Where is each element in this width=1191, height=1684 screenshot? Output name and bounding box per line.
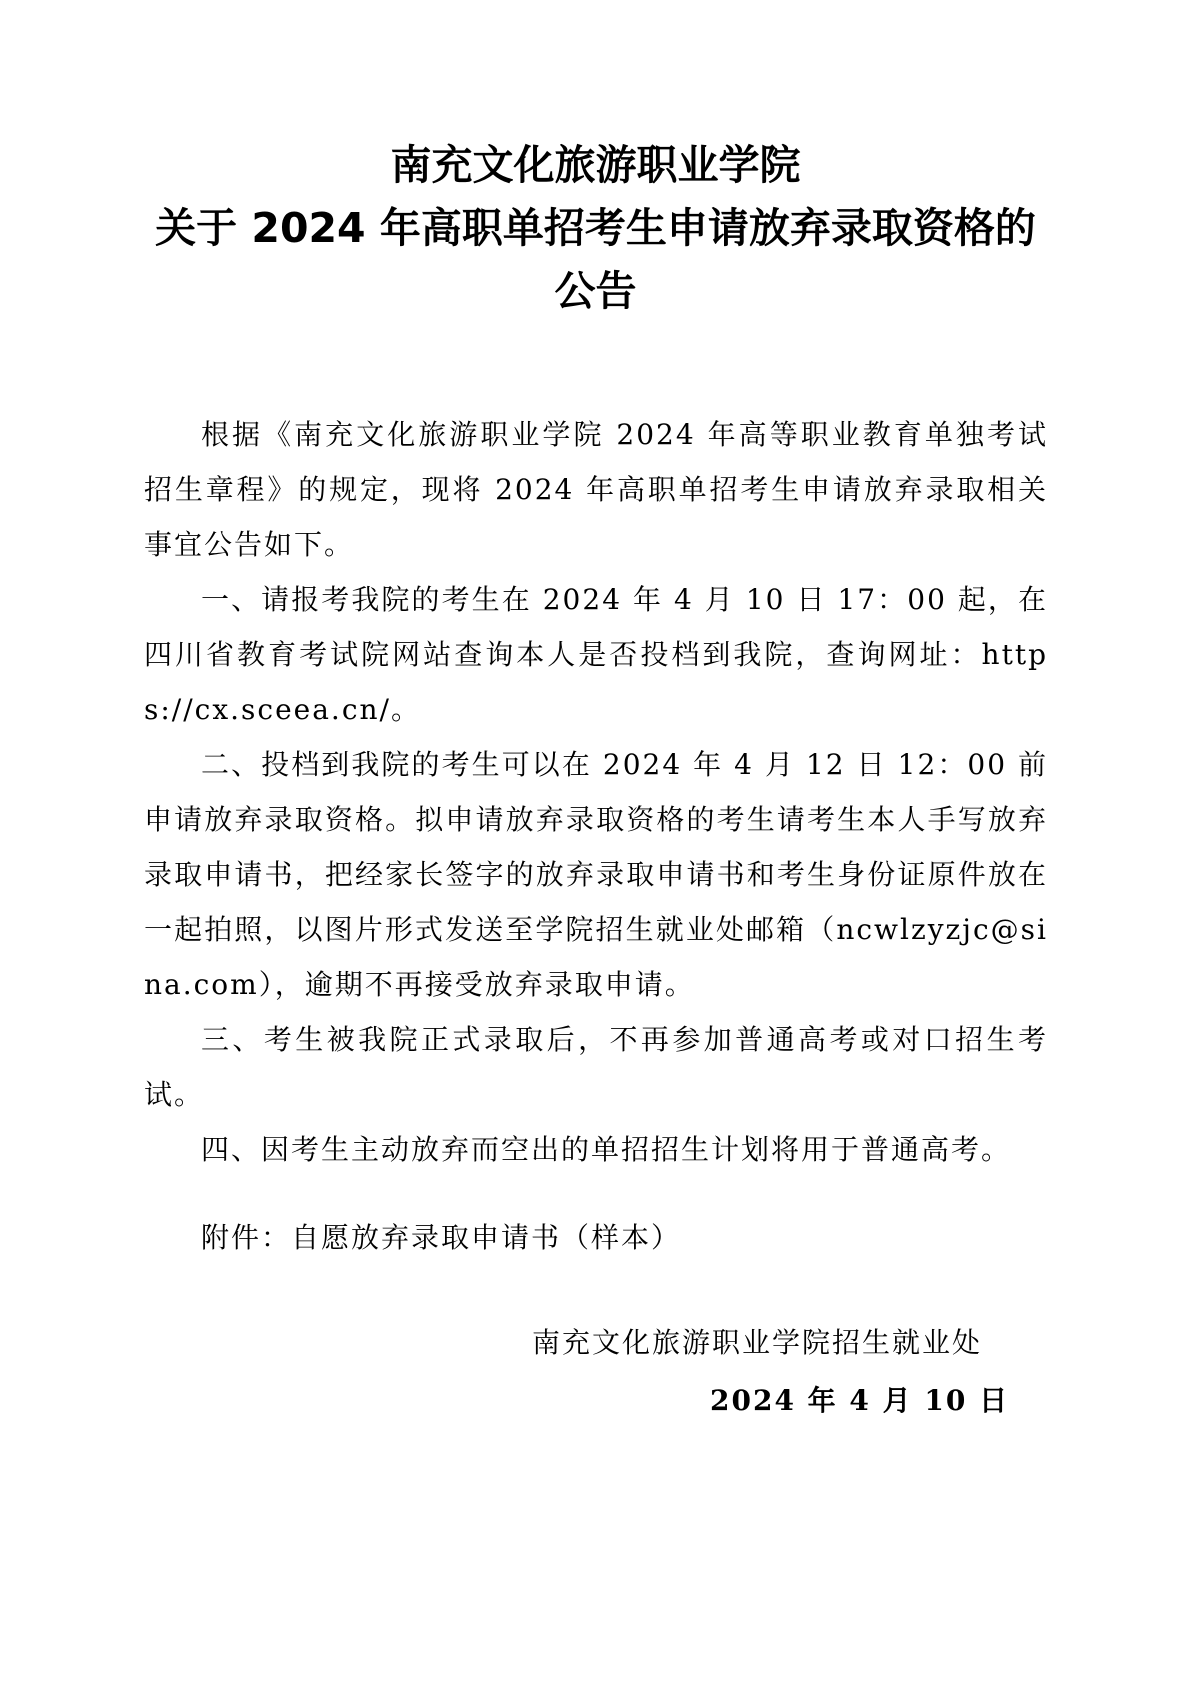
signature-date: 2024 年 4 月 10 日 xyxy=(710,1384,1010,1417)
title-line-1: 南充文化旅游职业学院 xyxy=(390,141,801,189)
paragraph-intro: 根据《南充文化旅游职业学院 2024 年高等职业教育单独考试招生章程》的规定，现将 2024 年高职单招考生申请放弃录取相关事宜公告如下。 xyxy=(144,418,1048,561)
document-title xyxy=(0,134,1191,323)
signature-office: 南充文化旅游职业学院招生就业处 xyxy=(532,1326,983,1359)
paragraph-item-3: 三、考生被我院正式录取后，不再参加普通高考或对口招生考试。 xyxy=(144,1023,1048,1111)
paragraph-item-1: 一、请报考我院的考生在 2024 年 4 月 10 日 17：00 起，在四川省教育考试院网站查询本人是否投档到我院，查询网址：https://cx.sceea.cn/。 xyxy=(144,583,1048,726)
paragraph-item-2: 二、投档到我院的考生可以在 2024 年 4 月 12 日 12：00 前申请放弃录取资格。拟申请放弃录取资格的考生请考生本人手写放弃录取申请书，把经家长签字的放弃录取申请书和考生身份证原件放在一起拍照，以图片形式发送至学院招生就业处邮箱（ncwlzyzjc@sina.com），逾期不再接受放弃录取申请。 xyxy=(144,748,1048,1001)
attachment-note: 附件：自愿放弃录取申请书（样本） xyxy=(201,1221,682,1254)
document-body xyxy=(144,407,1048,1177)
title-line-3: 公告 xyxy=(554,267,637,315)
paragraph-item-4: 四、因考生主动放弃而空出的单招招生计划将用于普通高考。 xyxy=(201,1133,1012,1166)
title-line-2: 关于 2024 年高职单招考生申请放弃录取资格的 xyxy=(155,204,1036,252)
